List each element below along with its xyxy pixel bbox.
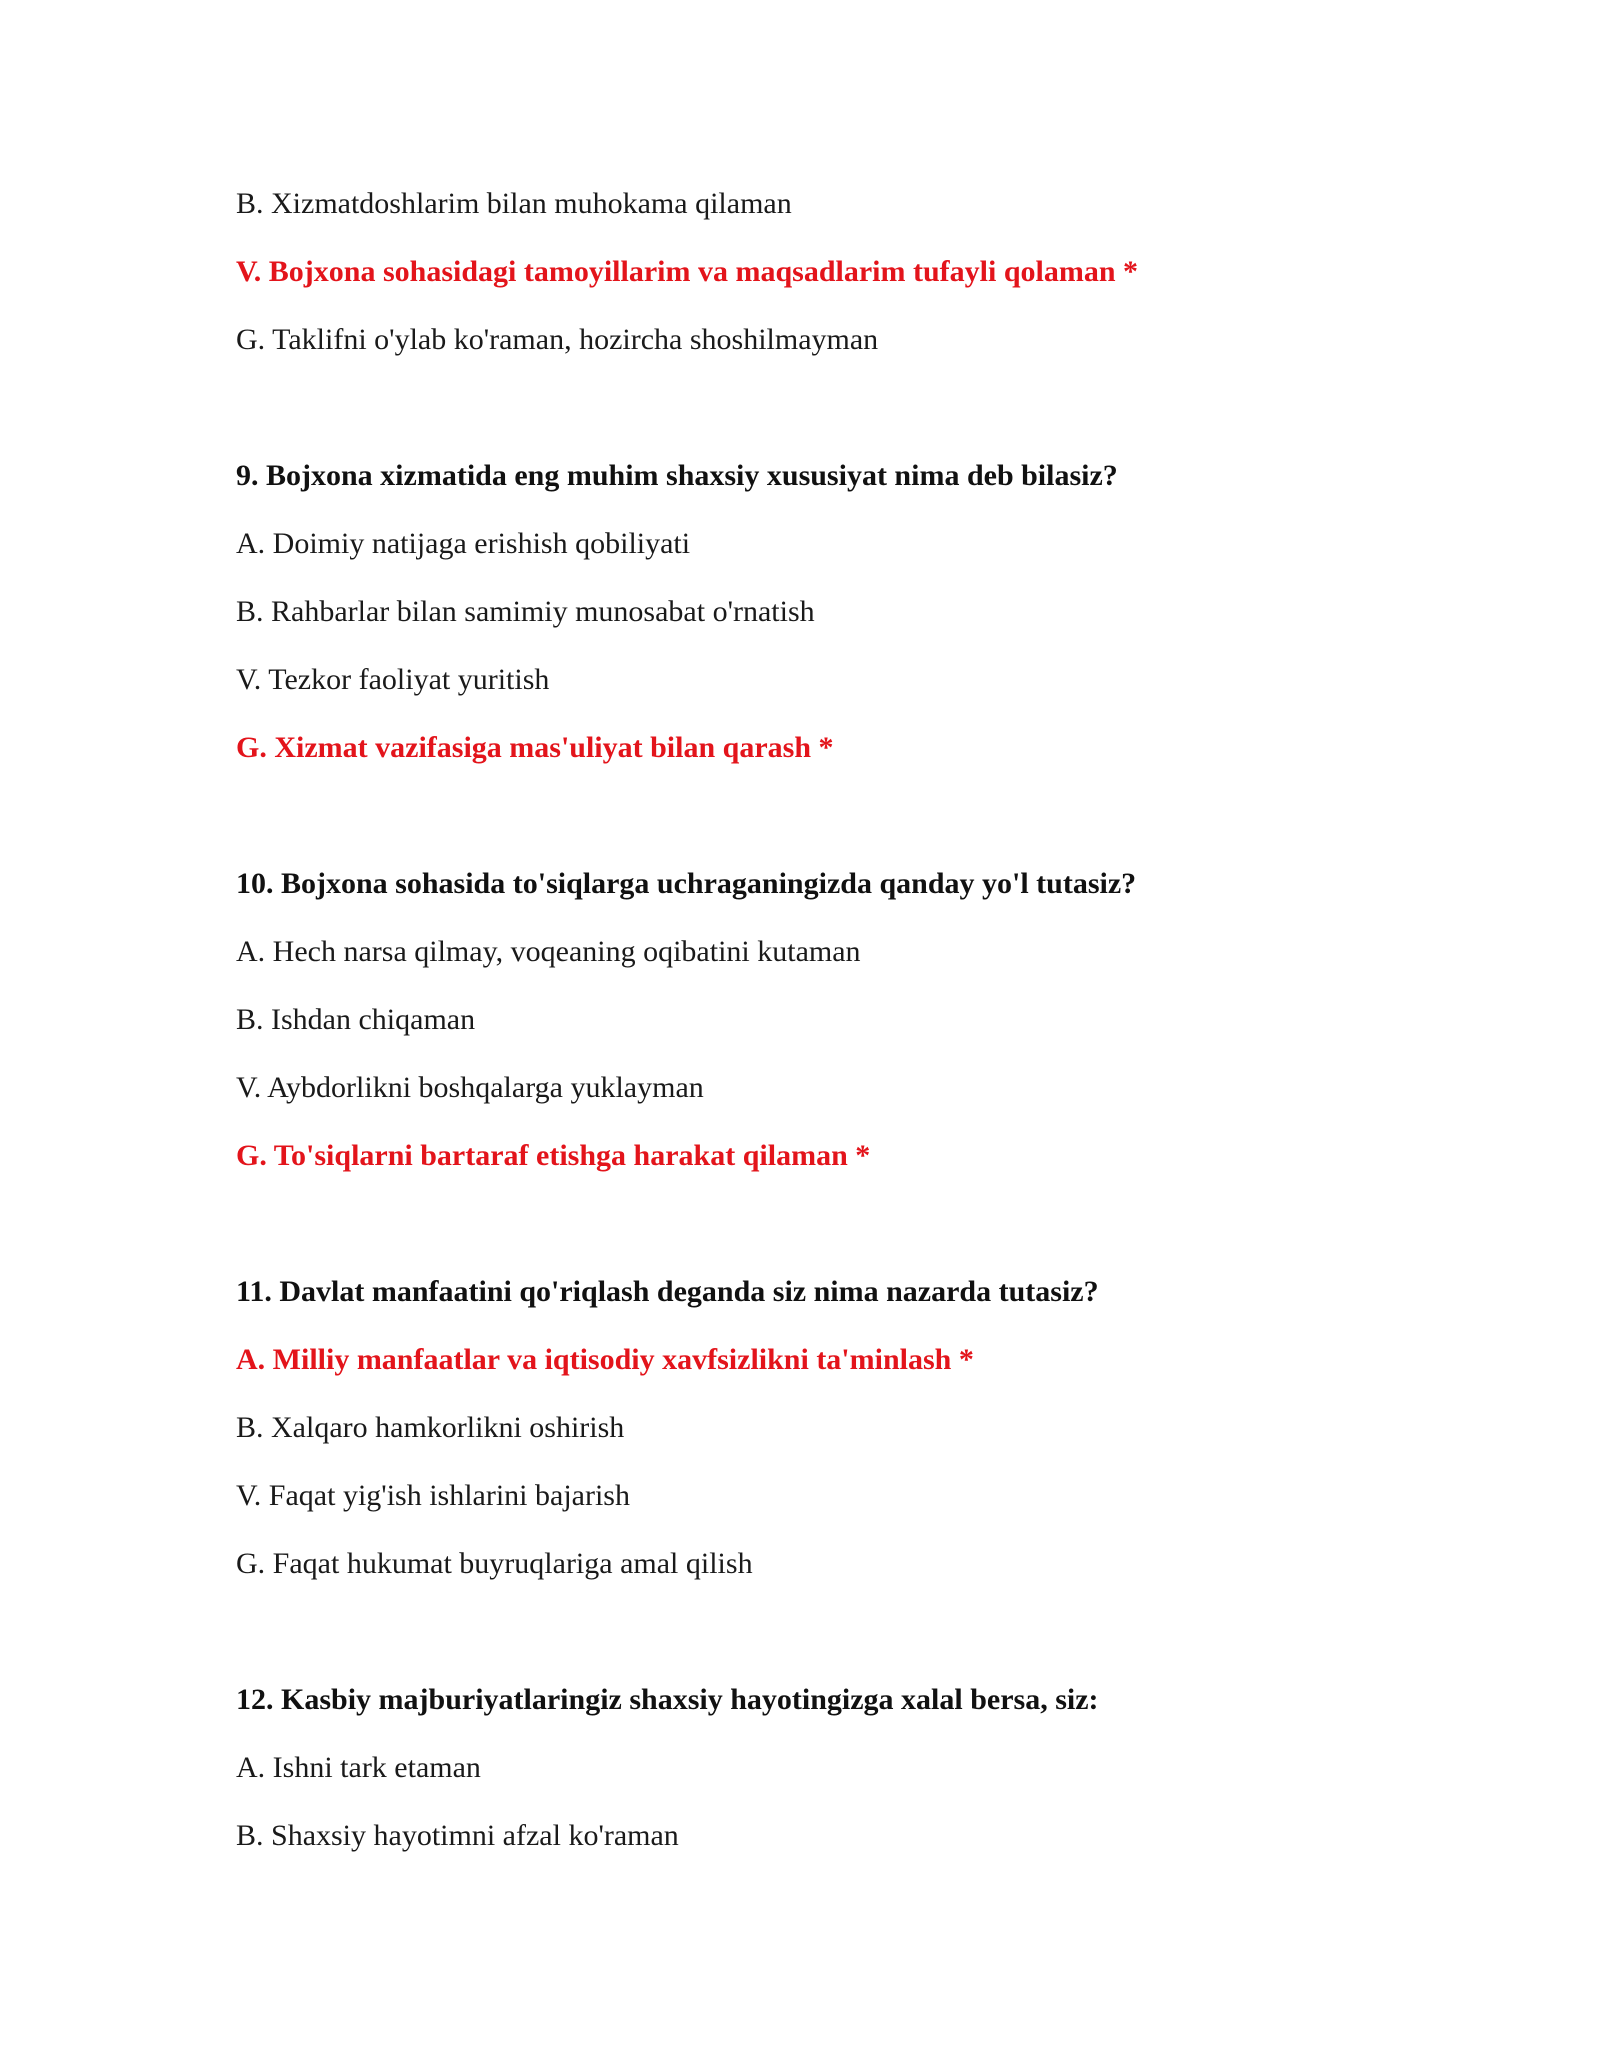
correct-option-g: G. Xizmat vazifasiga mas'uliyat bilan qarash * xyxy=(236,731,834,764)
option-b: B. Ishdan chiqaman xyxy=(236,1003,476,1036)
option-b: B. Rahbarlar bilan samimiy munosabat o'rnatish xyxy=(236,595,815,628)
quiz-content xyxy=(236,185,1436,1885)
spacer xyxy=(236,1613,1436,1681)
option-a: A. Doimiy natijaga erishish qobiliyati xyxy=(236,527,691,560)
question-9: 9. Bojxona xizmatida eng muhim shaxsiy xususiyat nima deb bilasiz? xyxy=(236,459,1118,492)
option-a: A. Ishni tark etaman xyxy=(236,1751,481,1784)
spacer xyxy=(236,1205,1436,1273)
question-10: 10. Bojxona sohasida to'siqlarga uchraganingizda qanday yo'l tutasiz? xyxy=(236,867,1137,900)
option-b: B. Xalqaro hamkorlikni oshirish xyxy=(236,1411,625,1444)
option-b: B. Shaxsiy hayotimni afzal ko'raman xyxy=(236,1819,679,1852)
spacer xyxy=(236,389,1436,457)
option-a: A. Hech narsa qilmay, voqeaning oqibatini kutaman xyxy=(236,935,861,968)
option-v: V. Faqat yig'ish ishlarini bajarish xyxy=(236,1479,630,1512)
correct-option-v: V. Bojxona sohasidagi tamoyillarim va maqsadlarim tufayli qolaman * xyxy=(236,255,1139,288)
option-g: G. Faqat hukumat buyruqlariga amal qilish xyxy=(236,1547,753,1580)
option-b: B. Xizmatdoshlarim bilan muhokama qilaman xyxy=(236,187,792,220)
option-v: V. Aybdorlikni boshqalarga yuklayman xyxy=(236,1071,704,1104)
question-11: 11. Davlat manfaatini qo'riqlash deganda siz nima nazarda tutasiz? xyxy=(236,1275,1099,1308)
option-v: V. Tezkor faoliyat yuritish xyxy=(236,663,550,696)
spacer xyxy=(236,797,1436,865)
question-12: 12. Kasbiy majburiyatlaringiz shaxsiy hayotingizga xalal bersa, siz: xyxy=(236,1683,1099,1716)
option-g: G. Taklifni o'ylab ko'raman, hozircha shoshilmayman xyxy=(236,323,879,356)
correct-option-g: G. To'siqlarni bartaraf etishga harakat qilaman * xyxy=(236,1139,871,1172)
correct-option-a: A. Milliy manfaatlar va iqtisodiy xavfsizlikni ta'minlash * xyxy=(236,1343,974,1376)
